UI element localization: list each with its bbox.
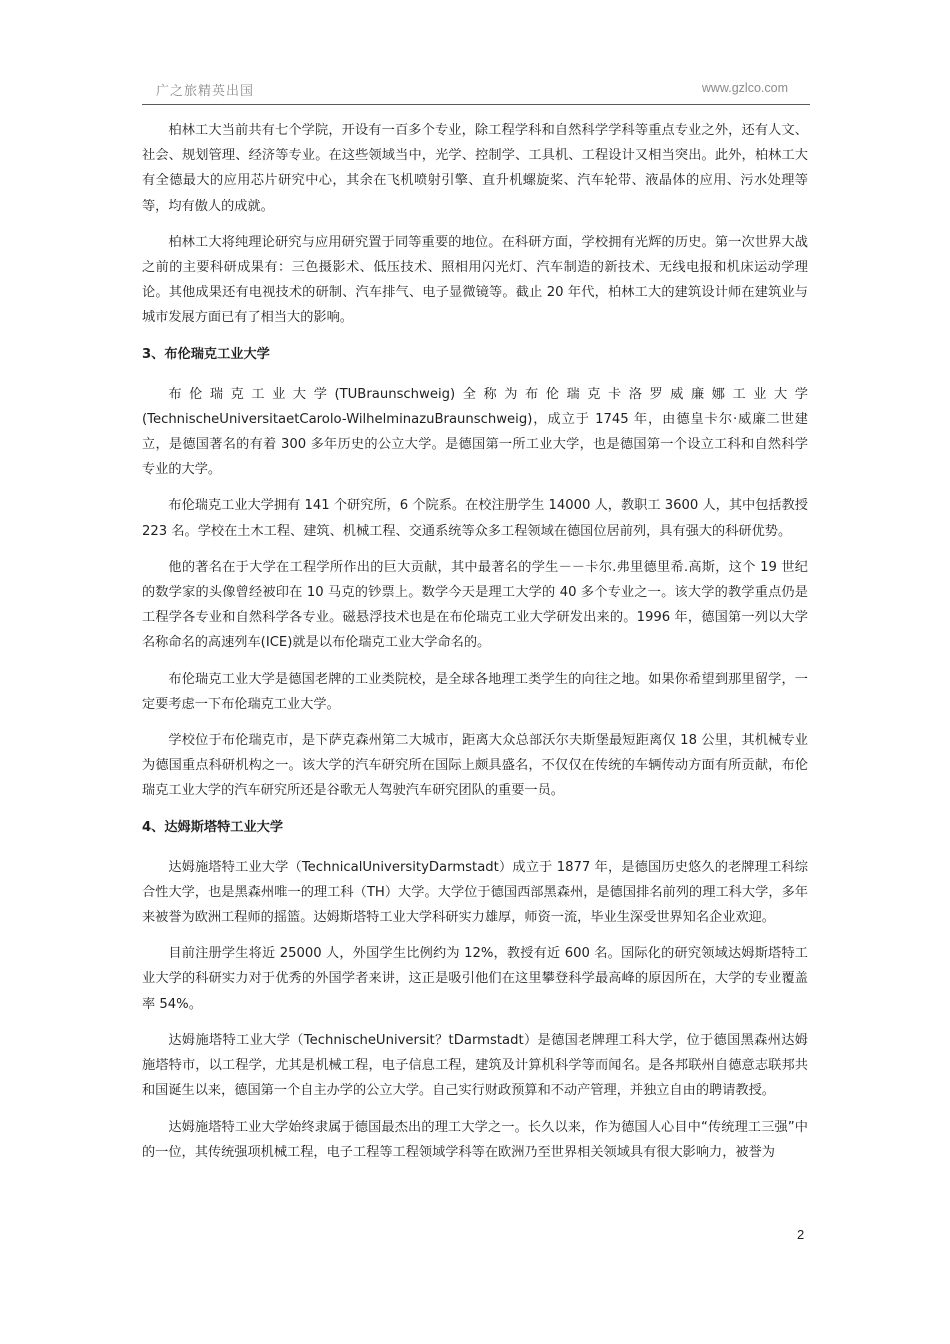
paragraph: 柏林工大将纯理论研究与应用研究置于同等重要的地位。在科研方面，学校拥有光辉的历史。第一次世界大战之前的主要科研成果有：三色摄影术、低压技术、照相用闪光灯、汽车制造的新技术、无线电报和机床运动学理论。其他成果还有电视技术的研制、汽车排气、电子显微镜等。截止 20 年代，柏林工大的建筑设计师在建筑业与城市发展方面已有了相当大的影响。 — [142, 234, 808, 326]
paragraph: 布伦瑞克工业大学是德国老牌的工业类院校，是全球各地理工类学生的向往之地。如果你希望到那里留学，一定要考虑一下布伦瑞克工业大学。 — [142, 671, 808, 712]
paragraph: 布伦瑞克工业大学拥有 141 个研究所，6 个院系。在校注册学生 14000 人，教职工 3600 人，其中包括教授 223 名。学校在土木工程、建筑、机械工程、交通系统等众多工程领域在德国位居前列，具有强大的科研优势。 — [142, 498, 808, 539]
paragraph: 达姆施塔特工业大学（TechnicalUniversityDarmstadt）成立于 1877 年，是德国历史悠久的老牌理工科综合性大学，也是黑森州唯一的理工科（TH）大学。大学位于德国西部黑森州，是德国排名前列的理工科大学，多年来被誉为欧洲工程师的摇篮。达姆斯塔特工业大学科研实力雄厚，师资一流，毕业生深受世界知名企业欢迎。 — [142, 859, 808, 926]
section-heading: 4、达姆斯塔特工业大学 — [142, 819, 284, 835]
paragraph: 他的著名在于大学在工程学所作出的巨大贡献，其中最著名的学生－－卡尔.弗里德里希.高斯，这个 19 世纪的数学家的头像曾经被印在 10 马克的钞票上。数学今天是理工大学的 40 多个专业之一。该大学的教学重点仍是工程学各专业和自然科学各专业。磁悬浮技术也是在布伦瑞克工业大学研发出来的。1996 年，德国第一列以大学名称命名的高速列车(ICE)就是以布伦瑞克工业大学命名的。 — [142, 559, 808, 651]
paragraph: 柏林工大当前共有七个学院，开设有一百多个专业，除工程学科和自然科学学科等重点专业之外，还有人文、社会、规划管理、经济等专业。在这些领域当中，光学、控制学、工具机、工程设计又相当突出。此外，柏林工大有全德最大的应用芯片研究中心，其余在飞机喷射引擎、直升机螺旋桨、汽车轮带、液晶体的应用、污水处理等等，均有傲人的成就。 — [142, 123, 808, 214]
paragraph: 学校位于布伦瑞克市，是下萨克森州第二大城市，距离大众总部沃尔夫斯堡最短距离仅 18 公里，其机械专业为德国重点科研机构之一。该大学的汽车研究所在国际上颇具盛名，不仅仅在传统的车辆传动方面有所贡献，布伦瑞克工业大学的汽车研究所还是谷歌无人驾驶汽车研究团队的重要一员。 — [142, 733, 808, 799]
paragraph: 目前注册学生将近 25000 人，外国学生比例约为 12%，教授有近 600 名。国际化的研究领域达姆斯塔特工业大学的科研实力对于优秀的外国学者来讲，这正是吸引他们在这里攀登科学最高峰的原因所在，大学的专业覆盖率 54%。 — [142, 946, 808, 1012]
header-url: www.gzlco.com — [701, 81, 788, 95]
page-number: 2 — [797, 1227, 805, 1242]
header-divider — [142, 104, 810, 105]
paragraph: 达姆施塔特工业大学始终隶属于德国最杰出的理工大学之一。长久以来，作为德国人心目中“传统理工三强”中的一位，其传统强项机械工程，电子工程等工程领域学科等在欧洲乃至世界相关领域具有很大影响力，被誉为 — [142, 1119, 808, 1160]
page-header — [142, 80, 810, 104]
header-brand: 广之旅精英出国 — [156, 84, 255, 99]
paragraph: 达姆施塔特工业大学（TechnischeUniversit？tDarmstadt）是德国老牌理工科大学，位于德国黑森州达姆施塔特市，以工程学，尤其是机械工程，电子信息工程，建筑及计算机科学等而闻名。是各邦联州自德意志联邦共和国诞生以来，德国第一个自主办学的公立大学。自己实行财政预算和不动产管理，并独立自由的聘请教授。 — [142, 1032, 808, 1099]
section-heading: 3、布伦瑞克工业大学 — [142, 346, 270, 362]
document-body — [142, 118, 808, 1176]
paragraph: 布伦瑞克工业大学(TUBraunschweig)全称为布伦瑞克卡洛罗威廉娜工业大学(TechnischeUniversitaetCarolo-WilhelminazuBraunschweig)，成立于 1745 年，由德皇卡尔·威廉二世建立，是德国著名的有着 300 多年历史的公立大学。是德国第一所工业大学，也是德国第一个设立工科和自然科学专业的大学。 — [142, 386, 808, 478]
